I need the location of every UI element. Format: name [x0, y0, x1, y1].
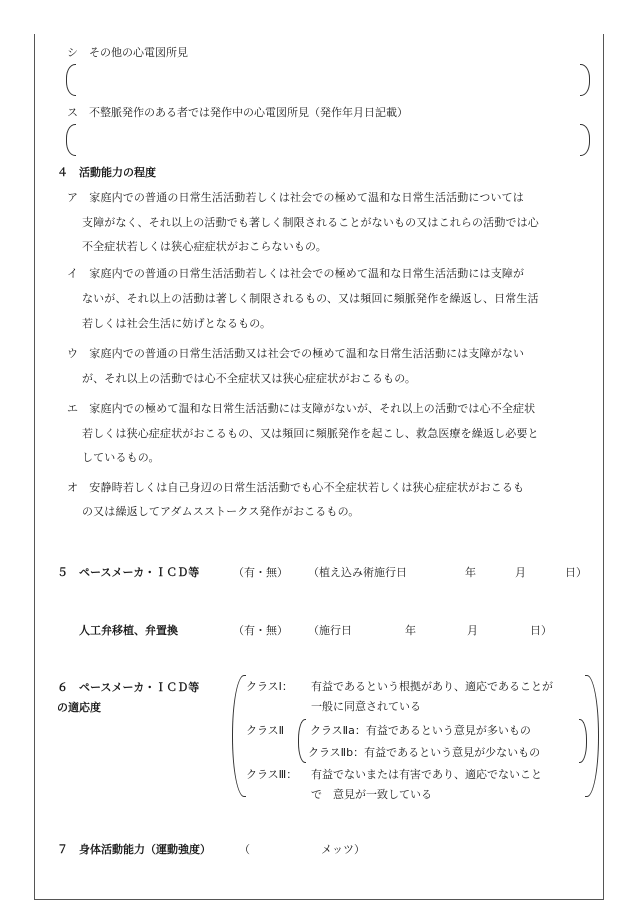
pacemaker-presence: （有・無）	[233, 566, 288, 579]
class-1-label: クラスⅠ：	[246, 680, 293, 693]
implant-month-label: 月	[515, 566, 526, 579]
section-4-heading: ４ 活動能力の程度	[57, 166, 156, 179]
section-6-heading-line-2: の適応度	[57, 701, 101, 714]
class-2a-text: クラスⅡa：有益であるという意見が多いもの	[310, 724, 531, 737]
activity-item-i-line-2: ないが、それ以上の活動は著しく制限されるもの、又は頻回に頻脈発作を繰返し、日常生活	[82, 292, 539, 305]
activity-item-a-line-1: ア 家庭内での普通の日常生活活動若しくは社会での極めて温和な日常生活活動については	[67, 191, 524, 204]
item-shi-label: シ その他の心電図所見	[67, 46, 188, 59]
activity-item-e-line-3: しているもの。	[82, 451, 160, 464]
section-6-heading-line-1: ６ ペースメーカ・ＩＣＤ等	[57, 681, 200, 694]
valve-month-label: 月	[467, 624, 478, 637]
class-3-label: クラスⅢ：	[246, 768, 298, 781]
mets-unit-label: メッツ）	[321, 843, 365, 856]
class-1-text-line-1: 有益であるという根拠があり、適応であることが	[311, 680, 553, 693]
class-3-text-line-1: 有益でないまたは有害であり、適応でないこと	[311, 768, 542, 781]
activity-item-e-line-1: エ 家庭内での極めて温和な日常生活活動には支障がないが、それ以上の活動では心不全症状	[67, 402, 536, 415]
item-shi-bracket-left	[66, 64, 76, 96]
valve-date-label: （施行日	[308, 624, 352, 637]
activity-item-e-line-2: 若しくは狭心症症状がおこるもの、又は頻回に頻脈発作を起こし、救急医療を繰返し必要と	[82, 427, 539, 440]
activity-item-u-line-2: が、それ以上の活動では心不全症状又は狭心症症状がおこるもの。	[82, 372, 417, 385]
activity-item-i-line-3: 若しくは社会生活に妨げとなるもの。	[82, 317, 272, 330]
implant-year-label: 年	[465, 566, 476, 579]
mets-open-paren: （	[239, 843, 250, 856]
valve-day-label: 日）	[530, 624, 552, 637]
section-5-heading: ５ ペースメーカ・ＩＣＤ等	[57, 566, 200, 579]
class-2-label: クラスⅡ	[246, 724, 285, 737]
activity-item-o-line-1: オ 安静時若しくは自己身辺の日常生活活動でも心不全症状若しくは狭心症症状がおこるも	[67, 481, 525, 494]
implant-date-label: （植え込み術施行日	[308, 566, 407, 579]
valve-replacement-heading: 人工弁移植、弁置換	[79, 624, 178, 637]
activity-item-a-line-3: 不全症状若しくは狭心症症状がおこらないもの。	[82, 240, 327, 253]
class-2-bracket-left	[298, 719, 306, 763]
valve-presence: （有・無）	[233, 624, 288, 637]
implant-day-label: 日）	[565, 566, 587, 579]
class-3-text-line-2: で 意見が一致している	[311, 788, 432, 801]
valve-year-label: 年	[405, 624, 416, 637]
activity-item-a-line-2: 支障がなく、それ以上の活動でも著しく制限されることがないもの又はこれらの活動では心	[82, 216, 539, 229]
item-su-bracket-left	[66, 124, 76, 156]
activity-item-i-line-1: イ 家庭内での普通の日常生活活動若しくは社会での極めて温和な日常生活活動には支障が	[67, 267, 525, 280]
item-su-label: ス 不整脈発作のある者では発作中の心電図所見（発作年月日記載）	[67, 106, 408, 119]
class-2b-text: クラスⅡb：有益であるという意見が少ないもの	[308, 746, 541, 759]
activity-item-o-line-2: の又は繰返してアダムスストークス発作がおこるもの。	[82, 505, 360, 518]
section-7-heading: ７ 身体活動能力（運動強度）	[57, 843, 211, 856]
class-1-text-line-2: 一般に同意されている	[311, 700, 421, 713]
activity-item-u-line-1: ウ 家庭内での普通の日常生活活動又は社会での極めて温和な日常生活活動には支障がない	[67, 347, 525, 360]
